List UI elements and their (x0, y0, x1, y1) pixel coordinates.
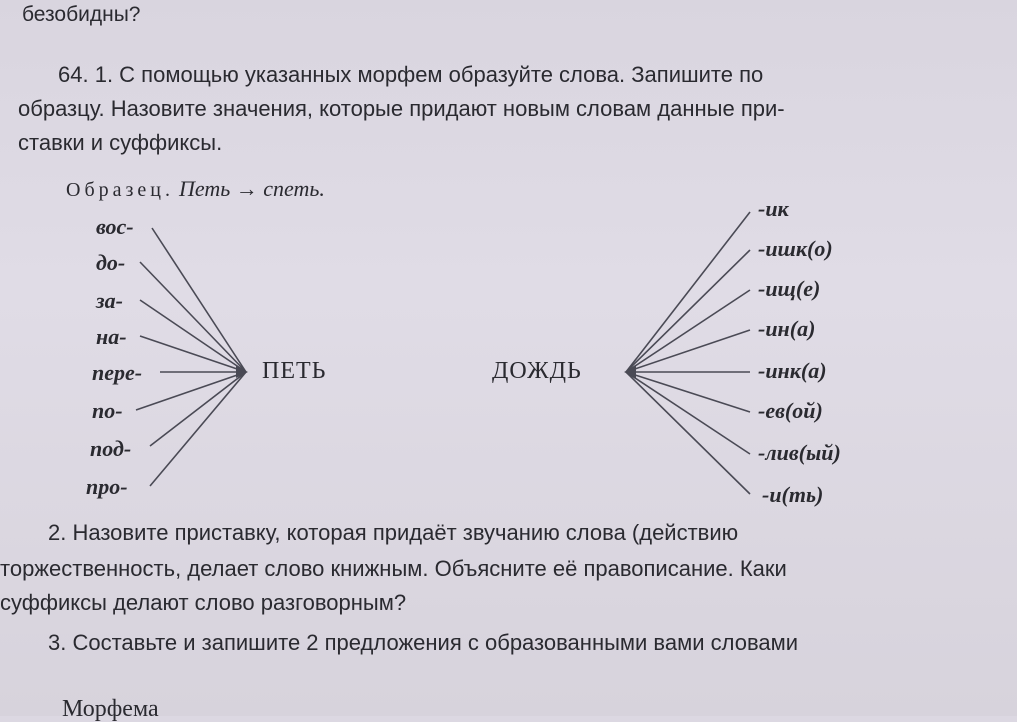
previous-text-fragment: безобидны? (22, 3, 141, 26)
prefix-item: вос- (96, 214, 134, 239)
root-word-dozhd: ДОЖДЬ (492, 358, 582, 384)
task-part1-line3: ставки и суффиксы. (18, 130, 223, 155)
task-number: 64. (58, 62, 89, 87)
task-part1-line2: образцу. Назовите значения, которые придают новым словам данные при- (18, 96, 785, 121)
prefix-item: до- (96, 250, 126, 275)
suffix-item: -инк(а) (758, 358, 827, 383)
suffix-item: -ев(ой) (758, 398, 823, 423)
next-section-fragment: Морфема (62, 696, 159, 722)
root-word-pet: ПЕТЬ (262, 358, 327, 384)
prefix-item: на- (96, 324, 127, 349)
prefix-item: за- (96, 288, 123, 313)
task-part1-line1: 1. С помощью указанных морфем образуйте слова. Запишите по (94, 62, 764, 87)
suffix-item: -ищ(е) (758, 276, 821, 301)
task-part2-line1: 2. Назовите приставку, которая придаёт звучанию слова (действию (48, 520, 739, 545)
suffix-item: -ин(а) (758, 316, 816, 341)
suffix-item: -и(ть) (762, 482, 824, 507)
sample-text: Петь → спеть. (178, 176, 325, 201)
task-part2-line2: торжественность, делает слово книжным. Объясните её правописание. Каки (0, 556, 787, 581)
task-part3-line1: 3. Составьте и запишите 2 предложения с образованными вами словами (48, 630, 799, 655)
suffix-item: -лив(ый) (758, 440, 841, 465)
prefix-item: пере- (92, 360, 143, 385)
prefix-item: под- (90, 436, 132, 461)
suffix-item: -ик (758, 196, 789, 221)
prefix-item: про- (86, 474, 128, 499)
sample-label: Образец. (66, 179, 174, 201)
prefix-item: по- (92, 398, 123, 423)
task-part2-line3: суффиксы делают слово разговорным? (0, 590, 407, 615)
suffix-item: -ишк(о) (758, 236, 833, 261)
